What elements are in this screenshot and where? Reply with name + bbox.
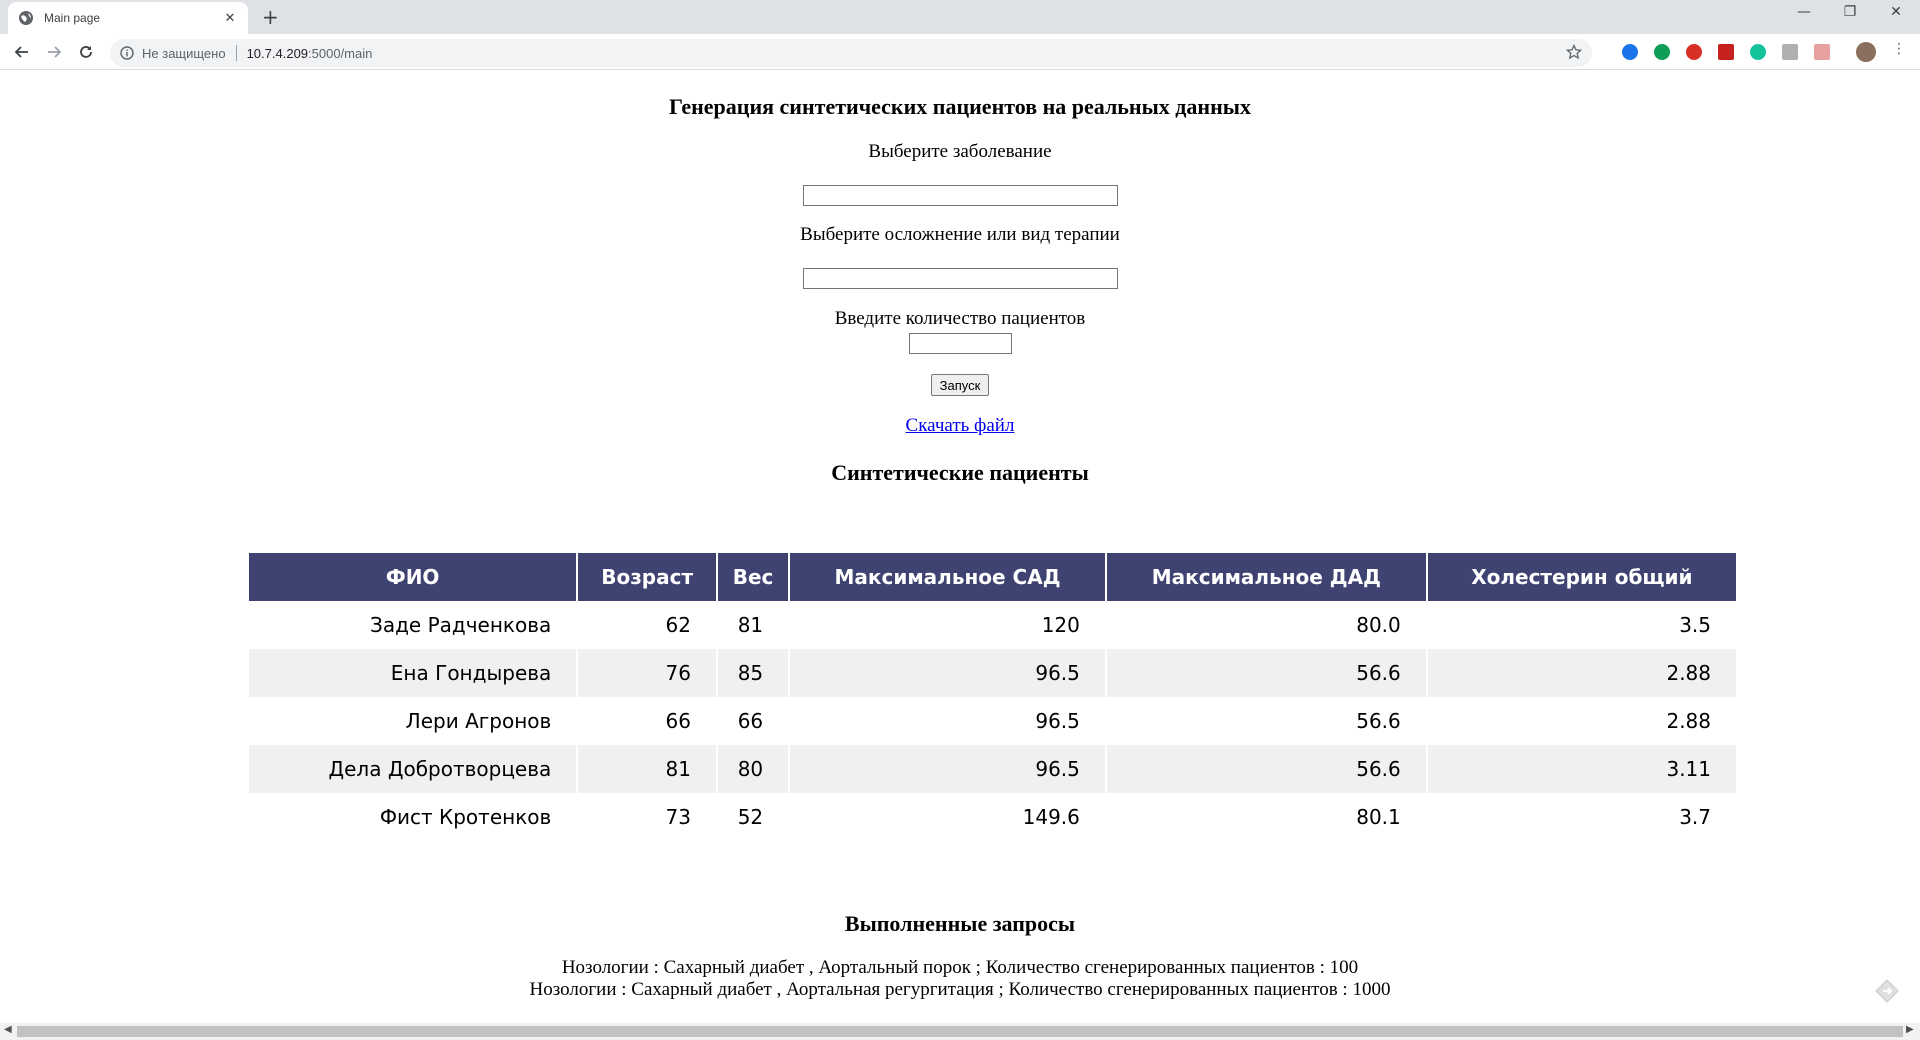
page-viewport — [0, 71, 1920, 1023]
cell-max-sbp: 120 — [789, 601, 1106, 649]
patient-count-input[interactable] — [909, 333, 1012, 354]
table-row — [249, 649, 1736, 697]
complication-input[interactable] — [803, 268, 1118, 289]
cell-age: 73 — [577, 793, 717, 841]
patients-table — [249, 553, 1736, 841]
arrow-left-icon — [14, 44, 30, 60]
cell-age: 81 — [577, 745, 717, 793]
cell-max-dbp: 56.6 — [1106, 649, 1427, 697]
cell-max-sbp: 96.5 — [789, 745, 1106, 793]
cell-cholesterol: 2.88 — [1666, 709, 1711, 733]
disease-input[interactable] — [803, 185, 1118, 206]
table-row — [249, 601, 1736, 649]
table-header-row — [249, 553, 1736, 601]
url-path: :5000/main — [308, 45, 373, 61]
cell-age: 62 — [577, 601, 717, 649]
address-bar[interactable] — [110, 39, 1592, 67]
extension-chat-icon[interactable] — [1654, 44, 1670, 60]
cell-max-dbp: 80.1 — [1106, 793, 1427, 841]
page-title: Генерация синтетических пациентов на реальных данных — [669, 94, 1251, 119]
column-header-name: ФИО — [249, 553, 577, 601]
extension-gmail-icon[interactable] — [1718, 44, 1734, 60]
cell-max-sbp: 96.5 — [789, 697, 1106, 745]
horizontal-scrollbar[interactable] — [0, 1023, 1920, 1040]
requests-list — [0, 957, 1920, 1001]
table-row — [249, 697, 1736, 745]
complication-label: Выберите осложнение или вид терапии — [800, 224, 1120, 245]
cell-weight: 80 — [717, 745, 789, 793]
browser-toolbar — [0, 34, 1920, 70]
tab-title: Main page — [44, 11, 101, 25]
arrow-right-icon — [46, 44, 62, 60]
scroll-left-arrow-icon[interactable]: ◀ — [4, 1024, 12, 1035]
address-divider — [236, 45, 237, 61]
cell-name: Заде Радченкова — [249, 601, 577, 649]
download-file-link[interactable]: Скачать файл — [905, 415, 1015, 436]
minimize-button[interactable]: — — [1797, 4, 1811, 20]
restore-button[interactable]: ❐ — [1843, 4, 1857, 20]
disease-label: Выберите заболевание — [868, 141, 1052, 162]
column-header-max-dbp: Максимальное ДАД — [1106, 553, 1427, 601]
column-header-max-sbp: Максимальное САД — [789, 553, 1106, 601]
requests-heading: Выполненные запросы — [844, 911, 1076, 936]
url-host: 10.7.4.209 — [246, 45, 309, 61]
cell-name: Ена Гондырева — [249, 649, 577, 697]
cell-weight: 81 — [717, 601, 789, 649]
browser-tab[interactable] — [8, 2, 248, 34]
cell-name: Лери Агронов — [249, 697, 577, 745]
cell-weight: 52 — [717, 793, 789, 841]
patient-count-label: Введите количество пациентов — [834, 308, 1086, 329]
column-header-age: Возраст — [577, 553, 717, 601]
cell-age: 76 — [577, 649, 717, 697]
cell-age: 66 — [577, 697, 717, 745]
run-button[interactable]: Запуск — [931, 374, 989, 396]
back-button[interactable] — [10, 40, 34, 64]
extension-pdf-icon[interactable] — [1782, 44, 1798, 60]
tab-strip — [0, 0, 1920, 34]
column-header-weight: Вес — [717, 553, 789, 601]
reload-icon — [78, 44, 94, 60]
globe-icon — [18, 10, 34, 26]
extension-grammarly-icon[interactable] — [1750, 44, 1766, 60]
list-item: Нозологии : Сахарный диабет , Аортальная регургитация ; Количество сгенерированных пациентов : 1000 — [529, 979, 1391, 1000]
table-row — [249, 793, 1736, 841]
profile-avatar[interactable] — [1856, 42, 1876, 62]
cell-cholesterol: 3.11 — [1427, 745, 1736, 793]
forward-button[interactable] — [42, 40, 66, 64]
cell-max-sbp: 149.6 — [789, 793, 1106, 841]
scroll-right-arrow-icon[interactable]: ▶ — [1906, 1024, 1914, 1035]
column-header-cholesterol: Холестерин общий — [1427, 553, 1736, 601]
security-label[interactable]: Не защищено — [142, 45, 226, 61]
info-icon — [120, 46, 134, 60]
scrollbar-thumb[interactable] — [17, 1026, 1903, 1037]
translate-widget-icon[interactable] — [1874, 978, 1900, 1004]
cell-max-dbp: 80.0 — [1106, 601, 1427, 649]
cell-weight: 66 — [717, 697, 789, 745]
menu-kebab-icon[interactable]: ⋮ — [1892, 41, 1906, 57]
reload-button[interactable] — [74, 40, 98, 64]
close-window-button[interactable]: ✕ — [1890, 4, 1902, 20]
extension-clip-icon[interactable] — [1814, 44, 1830, 60]
extension-browser-icon[interactable] — [1622, 44, 1638, 60]
cell-max-dbp: 56.6 — [1106, 697, 1427, 745]
cell-name: Фист Кротенков — [249, 793, 577, 841]
cell-cholesterol: 3.7 — [1679, 805, 1711, 829]
list-item: Нозологии : Сахарный диабет , Аортальный порок ; Количество сгенерированных пациентов : 100 — [561, 957, 1359, 978]
cell-cholesterol: 3.5 — [1679, 613, 1711, 637]
cell-max-sbp: 96.5 — [789, 649, 1106, 697]
cell-name: Дела Добротворцева — [249, 745, 577, 793]
table-row — [249, 745, 1736, 793]
new-tab-button[interactable]: + — [262, 5, 279, 29]
bookmark-star-icon[interactable] — [1566, 44, 1582, 60]
cell-max-dbp: 56.6 — [1106, 745, 1427, 793]
tab-close-icon[interactable]: ✕ — [224, 10, 236, 26]
cell-cholesterol: 2.88 — [1427, 649, 1736, 697]
extension-adblock-icon[interactable] — [1686, 44, 1702, 60]
cell-weight: 85 — [717, 649, 789, 697]
patients-heading: Синтетические пациенты — [831, 460, 1089, 485]
